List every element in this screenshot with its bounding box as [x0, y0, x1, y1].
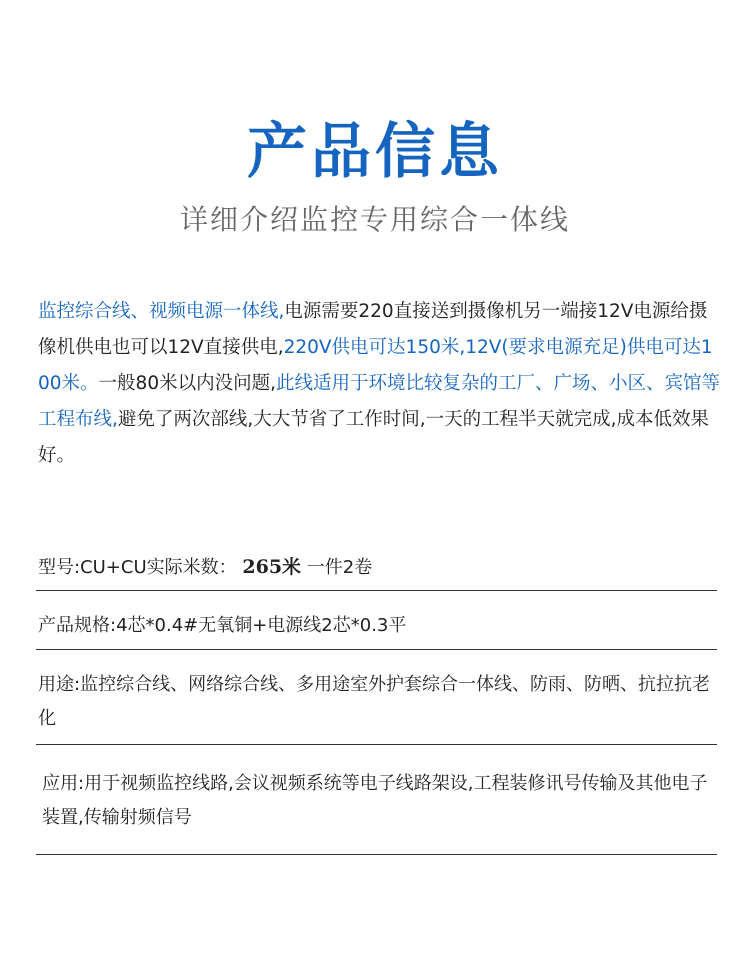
page-title: 产品信息: [247, 117, 503, 187]
spec-model-label: 型号:CU+CU实际米数：: [38, 557, 237, 578]
intro-paragraph: [38, 294, 722, 474]
spec-model-row: [38, 550, 718, 585]
spec-usage: 用途:监控综合线、网络综合线、多用途室外护套综合一体线、防雨、防晒、抗拉抗老化: [38, 674, 711, 729]
spec-model-value: 265米: [242, 556, 302, 578]
divider: [36, 854, 717, 855]
intro-text-benefits: 避免了两次部线,大大节省了工作时间,一天的工程半天就完成,成本低效果好。: [38, 409, 710, 466]
intro-highlight-scenarios: 此线适用于环境比较复杂的工厂、广场、小区、宾馆等工程布线,: [38, 373, 720, 430]
intro-text-range: 一般80米以内没问题,: [98, 373, 276, 394]
spec-model-suffix: 一件2卷: [306, 557, 373, 578]
divider: [36, 590, 717, 591]
spec-application: 应用:用于视频监控线路,会议视频系统等电子线路架设,工程装修讯号传输及其他电子装置,传输射频信号: [42, 773, 708, 828]
intro-highlight-distance: 220V供电可达150米,12V(要求电源充足)供电可达100米。: [38, 337, 713, 394]
intro-highlight-product: 监控综合线、视频电源一体线,: [38, 301, 285, 322]
page-subtitle: 详细介绍监控专用综合一体线: [179, 203, 570, 236]
divider: [36, 744, 717, 745]
spec-specification: 产品规格:4芯*0.4#无氧铜+电源线2芯*0.3平: [38, 615, 407, 636]
intro-text-power: 电源需要220直接送到摄像机另一端接12V电源给摄像机供电也可以12V直接供电,: [38, 301, 708, 358]
divider: [36, 649, 717, 650]
